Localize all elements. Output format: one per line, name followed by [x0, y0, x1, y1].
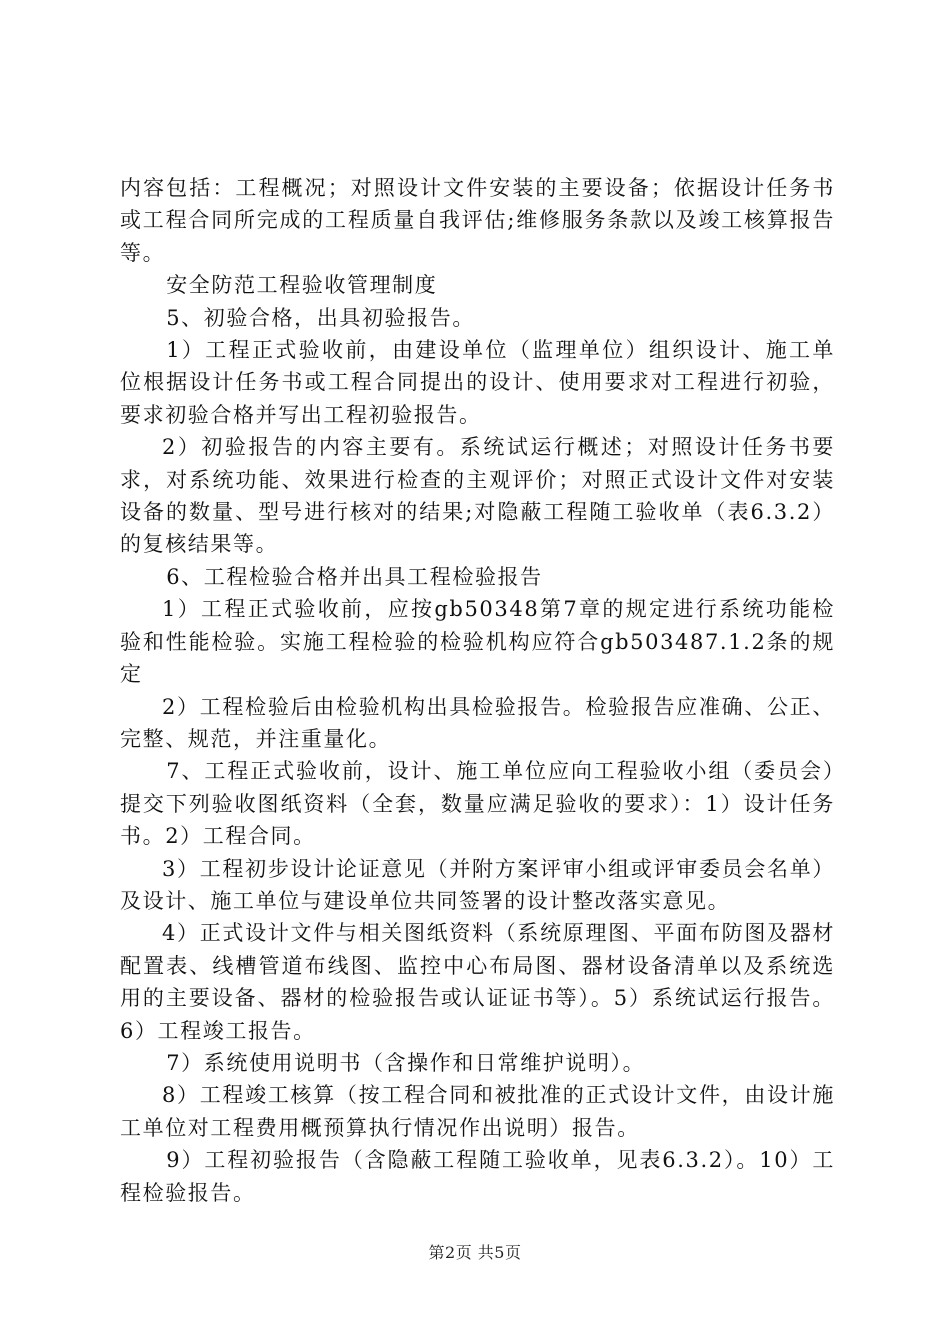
- paragraph-7-8: 8）工程竣工核算（按工程合同和被批准的正式设计文件，由设计施工单位对工程费用概预算执行情况作出说明）报告。: [120, 1083, 835, 1140]
- document-body: [120, 172, 835, 1209]
- paragraph-7-9: 9）工程初验报告（含隐蔽工程随工验收单，见表6.3.2）。10）工程检验报告。: [120, 1148, 835, 1205]
- paragraph-7-4: 4）正式设计文件与相关图纸资料（系统原理图、平面布防图及器材配置表、线槽管道布线图、监控中心布局图、器材设备清单以及系统选用的主要设备、器材的检验报告或认证证书等）。5）系统试运行报告。6）工程竣工报告。: [120, 921, 835, 1043]
- paragraph-7-7: 7）系统使用说明书（含操作和日常维护说明）。: [166, 1050, 646, 1075]
- paragraph-6-1: 1）工程正式验收前，应按gb50348第7章的规定进行系统功能检验和性能检验。实施工程检验的检验机构应符合gb503487.1.2条的规定: [120, 597, 835, 687]
- paragraph-item-7: 7、工程正式验收前，设计、施工单位应向工程验收小组（委员会）提交下列验收图纸资料（全套，数量应满足验收的要求）：1）设计任务书。2）工程合同。: [120, 759, 835, 849]
- paragraph-7-3: 3）工程初步设计论证意见（并附方案评审小组或评审委员会名单）及设计、施工单位与建设单位共同签署的设计整改落实意见。: [120, 856, 835, 913]
- paragraph-item-5: 5、初验合格，出具初验报告。: [166, 305, 475, 330]
- paragraph-intro: 内容包括：工程概况；对照设计文件安装的主要设备；依据设计任务书或工程合同所完成的工程质量自我评估;维修服务条款以及竣工核算报告等。: [120, 176, 835, 265]
- paragraph-heading: 安全防范工程验收管理制度: [166, 273, 438, 298]
- paragraph-item-6: 6、工程检验合格并出具工程检验报告: [166, 564, 543, 589]
- paragraph-6-2: 2）工程检验后由检验机构出具检验报告。检验报告应准确、公正、完整、规范，并注重量化。: [120, 694, 835, 751]
- page-footer: 第2页 共5页: [428, 1243, 522, 1262]
- paragraph-5-2: 2）初验报告的内容主要有。系统试运行概述；对照设计任务书要求，对系统功能、效果进行检查的主观评价；对照正式设计文件对安装设备的数量、型号进行核对的结果;对隐蔽工程随工验收单（表6.3.2）的复核结果等。: [120, 435, 835, 557]
- paragraph-5-1: 1）工程正式验收前，由建设单位（监理单位）组织设计、施工单位根据设计任务书或工程合同提出的设计、使用要求对工程进行初验，要求初验合格并写出工程初验报告。: [120, 338, 835, 427]
